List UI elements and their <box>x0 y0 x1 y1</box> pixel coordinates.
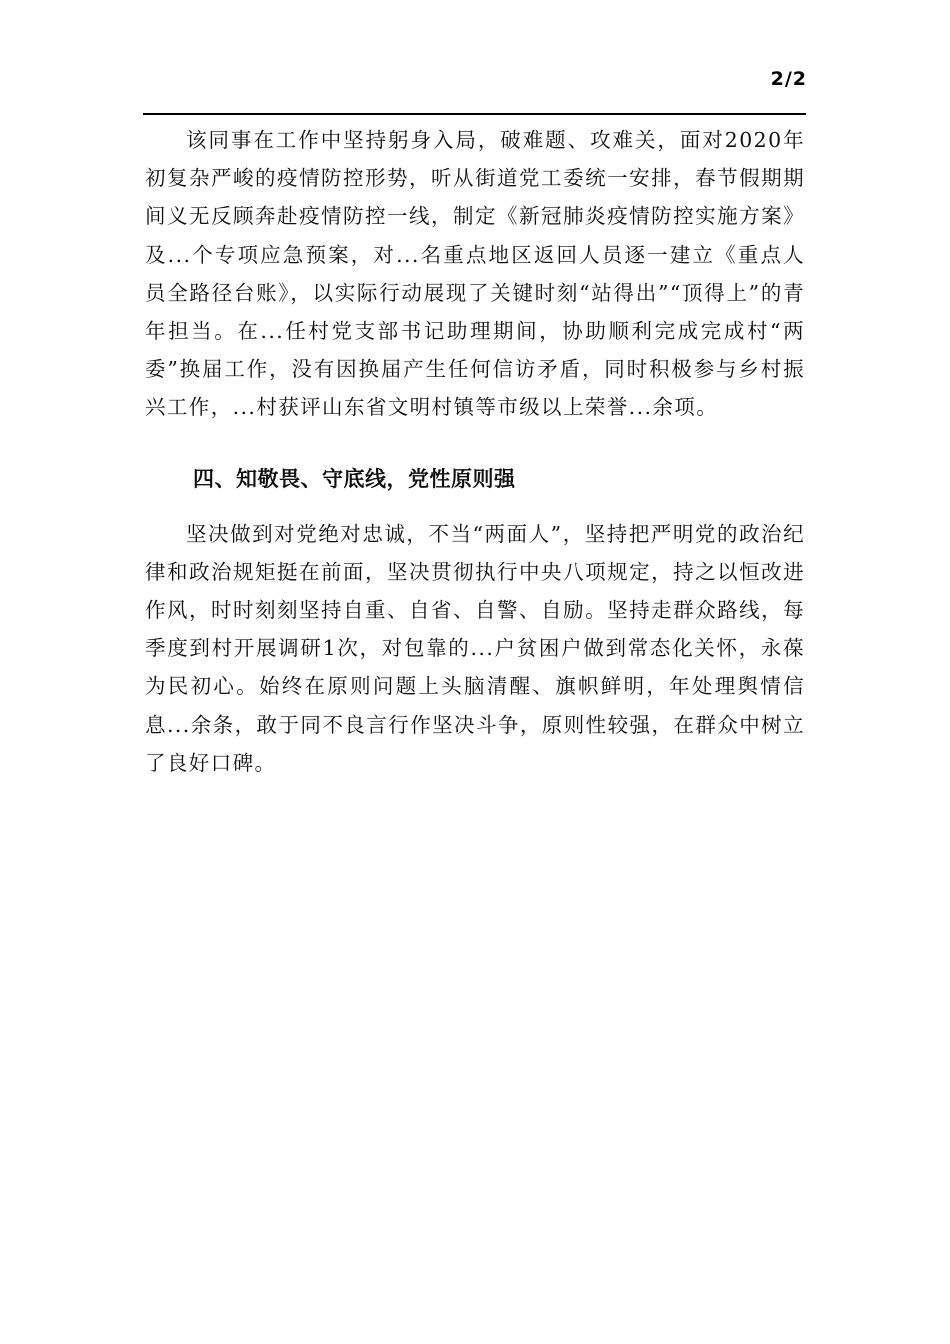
document-body <box>145 121 805 782</box>
body-paragraph: 该同事在工作中坚持躬身入局，破难题、攻难关，面对2020年初复杂严峻的疫情防控形势，听从街道党工委统一安排，春节假期期间义无反顾奔赴疫情防控一线，制定《新冠肺炎疫情防控实施方案》及...个专项应急预案，对...名重点地区返回人员逐一建立《重点人员全路径台账》，以实际行动展现了关键时刻“站得出”“顶得上”的青年担当。在...任村党支部书记助理期间，协助顺利完成完成村“两委”换届工作，没有因换届产生任何信访矛盾，同时积极参与乡村振兴工作，...村获评山东省文明村镇等市级以上荣誉...余项。 <box>145 128 805 420</box>
body-paragraph: 坚决做到对党绝对忠诚，不当“两面人”，坚持把严明党的政治纪律和政治规矩挺在前面，坚决贯彻执行中央八项规定，持之以恒改进作风，时时刻刻坚持自重、自省、自警、自励。坚持走群众路线，每季度到村开展调研1次，对包靠的...户贫困户做到常态化关怀，永葆为民初心。始终在原则问题上头脑清醒、旗帜鲜明，年处理舆情信息...余条，敢于同不良言行作坚决斗争，原则性较强，在群众中树立了良好口碑。 <box>145 521 805 775</box>
section-heading: 四、知敬畏、守底线，党性原则强 <box>193 466 516 491</box>
page-number: 2/2 <box>770 68 807 90</box>
header-rule <box>143 113 806 115</box>
